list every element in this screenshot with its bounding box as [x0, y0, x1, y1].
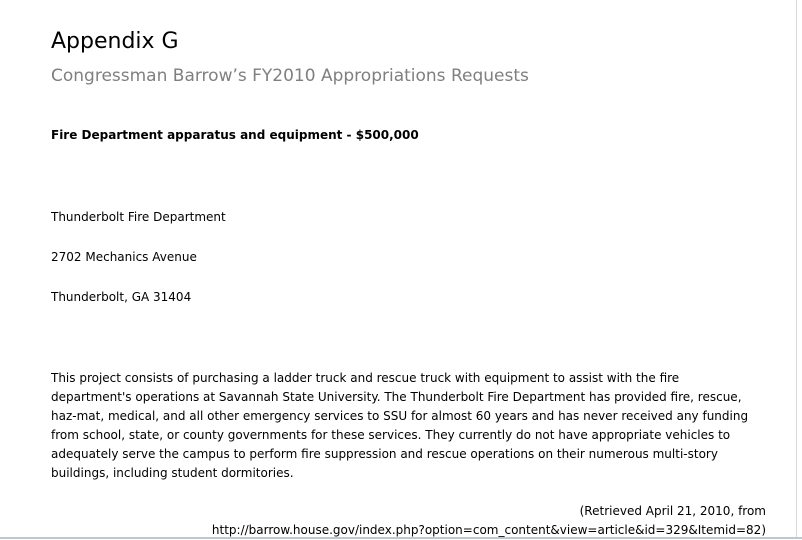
city-state-zip: Thunderbolt, GA 31404 [51, 290, 192, 304]
citation-retrieved: (Retrieved April 21, 2010, from [579, 504, 766, 518]
document-subtitle: Congressman Barrow’s FY2010 Appropriations Requests [51, 66, 529, 86]
organization-name: Thunderbolt Fire Department [51, 210, 226, 224]
page-edge-divider [796, 0, 797, 539]
description-line: department's operations at Savannah State University. The Thunderbolt Fire Department has provided fire, rescue, [51, 390, 742, 404]
description-line: adequately serve the campus to perform fire suppression and rescue operations on their numerous multi-story [51, 447, 718, 461]
description-line: haz-mat, medical, and all other emergency services to SSU for almost 60 years and has never received any funding [51, 409, 749, 423]
street-address: 2702 Mechanics Avenue [51, 250, 197, 264]
request-title: Fire Department apparatus and equipment - $500,000 [51, 128, 419, 142]
description-line: from school, state, or county governments for these services. They currently do not have appropriate vehicles to [51, 428, 731, 442]
description-line: This project consists of purchasing a ladder truck and rescue truck with equipment to assist with the fire [51, 371, 680, 385]
description-line: buildings, including student dormitories. [51, 466, 294, 480]
citation-url: http://barrow.house.gov/index.php?option=com_content&view=article&id=329&Itemid=82) [211, 523, 766, 537]
appendix-title: Appendix G [51, 29, 179, 54]
project-description [51, 369, 767, 483]
source-citation [212, 502, 766, 540]
